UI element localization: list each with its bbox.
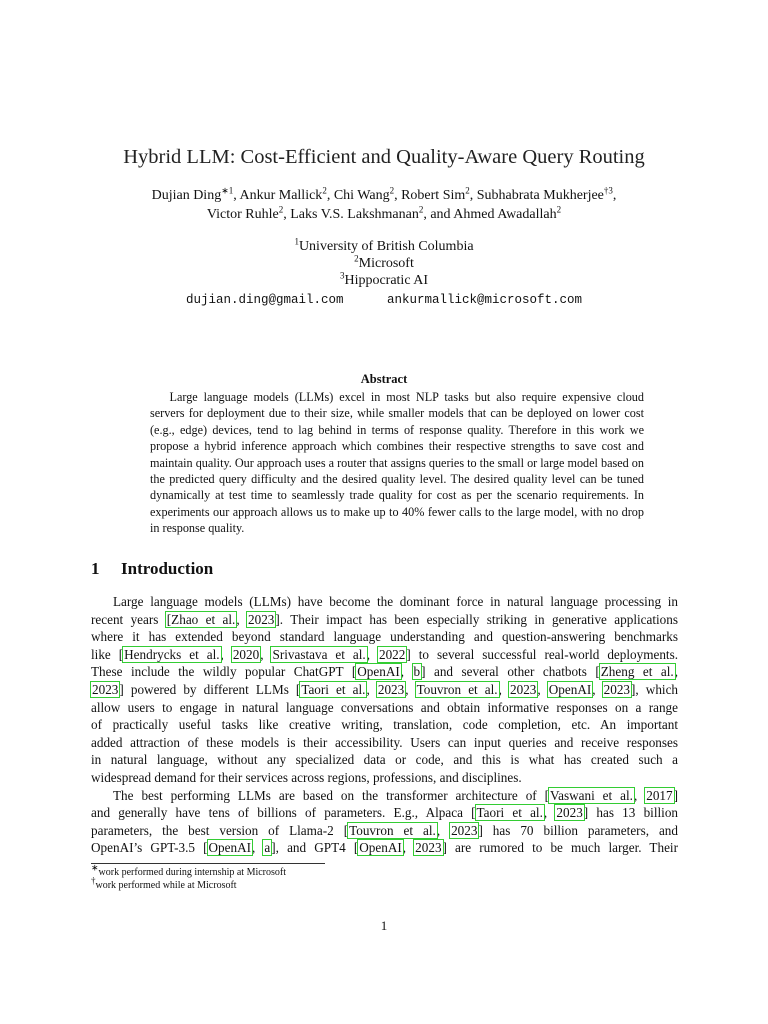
- citation-link[interactable]: Taori et al.: [476, 805, 543, 821]
- affiliation-mark: 3: [339, 270, 345, 281]
- affiliation-name: Hippocratic AI: [344, 273, 429, 288]
- affiliation-mark: 2: [354, 253, 359, 264]
- author-name: Ahmed Awadallah: [453, 207, 557, 222]
- citation-link[interactable]: 2023: [415, 840, 442, 856]
- affiliation-name: Microsoft: [358, 256, 414, 271]
- citation-link[interactable]: 2023: [556, 805, 583, 821]
- author-name: Robert Sim: [401, 188, 466, 203]
- text-line: Large language models (LLMs) have become the dominant force in natural language processing in: [113, 594, 678, 609]
- author-mark: 2: [389, 185, 395, 196]
- citation-link[interactable]: 2023: [510, 681, 537, 697]
- citation-link[interactable]: OpenAI: [359, 840, 402, 856]
- author-name: Laks V.S. Lakshmanan: [290, 207, 419, 222]
- page-number: 1: [380, 918, 388, 933]
- text-line: The best performing LLMs are based on the transformer architecture of [Vaswani et al., 2017]: [113, 787, 678, 803]
- author-mark: 2: [322, 185, 327, 196]
- affiliation-list: [0, 238, 768, 289]
- text-line: recent years [Zhao et al., 2023]. Their impact has been especially striking in generative applications: [91, 611, 678, 627]
- affiliation: [0, 238, 768, 255]
- citation-link[interactable]: a: [264, 840, 271, 856]
- abstract-text: [150, 389, 644, 537]
- text-line: of practically useful tasks like creative writing, translation, code completion, etc. An important: [91, 717, 678, 733]
- footnotes: [91, 862, 287, 892]
- citation-link[interactable]: 2020: [232, 646, 260, 662]
- author-line-2: Victor Ruhle$^2$, Laks V.S. Lakshmanan$^2$, and Ahmed Awadallah$^2$: [206, 204, 562, 222]
- author-mark: 2: [278, 204, 284, 215]
- email-address[interactable]: dujian.ding@gmail.com: [185, 293, 344, 307]
- author-list: [0, 186, 768, 224]
- email-list: [0, 293, 768, 307]
- citation-link[interactable]: Touvron et al.: [416, 681, 498, 697]
- footnote-mark: ∗: [91, 862, 99, 873]
- citation-link[interactable]: OpenAI: [357, 664, 400, 680]
- introduction-body: [91, 593, 678, 857]
- author-mark: ∗1: [221, 185, 234, 196]
- section-title: Introduction: [121, 559, 214, 578]
- footnote: [91, 875, 286, 892]
- citation-link[interactable]: Hendrycks et al.: [124, 646, 220, 662]
- text-line: These include the wildly popular ChatGPT [OpenAI, b] and several other chatbots [Zheng et al.,: [91, 664, 678, 680]
- section-number: 1: [91, 559, 100, 578]
- text-line: widespread demand for their services across regions, professions, and disciplines.: [91, 769, 522, 785]
- text-line: where it has extended beyond standard language understanding and question-answering benchmarks: [91, 629, 678, 645]
- section-heading: [91, 559, 213, 579]
- citation-link[interactable]: [Zhao et al.: [166, 611, 236, 627]
- footnote-text: work performed during internship at Microsoft: [98, 867, 287, 878]
- citation-link[interactable]: OpenAI: [208, 840, 251, 856]
- author-name: Chi Wang: [333, 188, 390, 203]
- affiliation-mark: 1: [294, 236, 299, 247]
- author-mark: 2: [556, 204, 562, 215]
- footnote: [91, 862, 287, 879]
- email-address[interactable]: ankurmallick@microsoft.com: [387, 293, 583, 307]
- citation-link[interactable]: 2023: [248, 611, 275, 627]
- citation-link[interactable]: 2023: [92, 681, 119, 697]
- citation-link[interactable]: Touvron et al.: [349, 822, 436, 838]
- citation-link[interactable]: 2017: [646, 787, 673, 803]
- text-line: 2023] powered by different LLMs [Taori et al., 2023, Touvron et al., 2023, OpenAI, 2023], which: [92, 681, 679, 697]
- citation-link[interactable]: Zheng et al.: [600, 664, 674, 680]
- citation-link[interactable]: 2023: [451, 822, 478, 838]
- author-name: Dujian Ding: [151, 188, 222, 203]
- affiliation: [0, 272, 768, 289]
- text-line: parameters, the best version of Llama-2 [Touvron et al., 2023] has 70 billion parameters, and: [91, 822, 678, 838]
- citation-link[interactable]: OpenAI: [548, 681, 592, 697]
- text-line: and generally have tens of billions of parameters. E.g., Alpaca [Taori et al., 2023] has 13 billion: [91, 805, 679, 821]
- text-line: added attraction of these models is their accessibility. Users can input queries and receive responses: [91, 734, 678, 750]
- text-line: like [Hendrycks et al., 2020, Srivastava et al., 2022] to several successful real-world deployments.: [91, 646, 679, 662]
- citation-link[interactable]: Taori et al.: [301, 681, 366, 697]
- abstract-paragraph: Large language models (LLMs) excel in most NLP tasks but also require expensive cloud servers for deployment due to their size, while smaller models that can be deployed on lower cost (e.g., edge) devices, tend to lag behind in terms of response quality. Therefore in this work we propose a hybrid inference approach which combines their respective strengths to save cost and maintain quality. Our approach uses a router that assigns queries to the small or large model based on the predicted query difficulty and the desired quality level. The desired quality level can be tuned dynamically at test time to seamlessly trade quality for cost as per the scenario requirements. In experiments our approach allows us to make up to 40% fewer calls to the large model, with no drop in response quality.: [150, 390, 644, 536]
- author-name: Subhabrata Mukherjee: [476, 188, 604, 203]
- text-line: OpenAI’s GPT-3.5 [OpenAI, a], and GPT4 [OpenAI, 2023] are rumored to be much larger. Their: [91, 840, 678, 856]
- citation-link[interactable]: Vaswani et al.: [550, 787, 633, 803]
- text-line: in natural language, without any specialized data or code, and this is what has created such a: [91, 752, 678, 768]
- citation-link[interactable]: 2023: [377, 681, 405, 697]
- abstract-heading: Abstract: [360, 372, 408, 386]
- author-mark: 2: [418, 204, 424, 215]
- author-line-1: Dujian Ding$^{∗1}$, Ankur Mallick$^2$, Chi Wang$^2$, Robert Sim$^2$, Subhabrata Mukherjee$^{\dagger 3}$,: [151, 185, 617, 203]
- footnote-rule: [91, 863, 325, 864]
- citation-link[interactable]: 2022: [378, 646, 406, 662]
- citation-link[interactable]: 2023: [603, 681, 631, 697]
- footnote-mark: †: [91, 875, 96, 886]
- author-name: Victor Ruhle: [206, 207, 279, 222]
- affiliation: [0, 255, 768, 272]
- footnote-text: work performed while at Microsoft: [95, 880, 237, 891]
- author-name: Ankur Mallick: [239, 188, 323, 203]
- text-line: allow users to engage in natural language conversations and obtain informative responses on a range: [91, 699, 678, 715]
- citation-link[interactable]: Srivastava et al.: [272, 646, 366, 662]
- citation-link[interactable]: b: [413, 664, 421, 680]
- author-mark: 2: [465, 185, 470, 196]
- affiliation-name: University of British Columbia: [298, 239, 474, 254]
- paper-title: Hybrid LLM: Cost-Efficient and Quality-Aware Query Routing: [123, 146, 645, 168]
- author-mark: †3: [603, 185, 613, 196]
